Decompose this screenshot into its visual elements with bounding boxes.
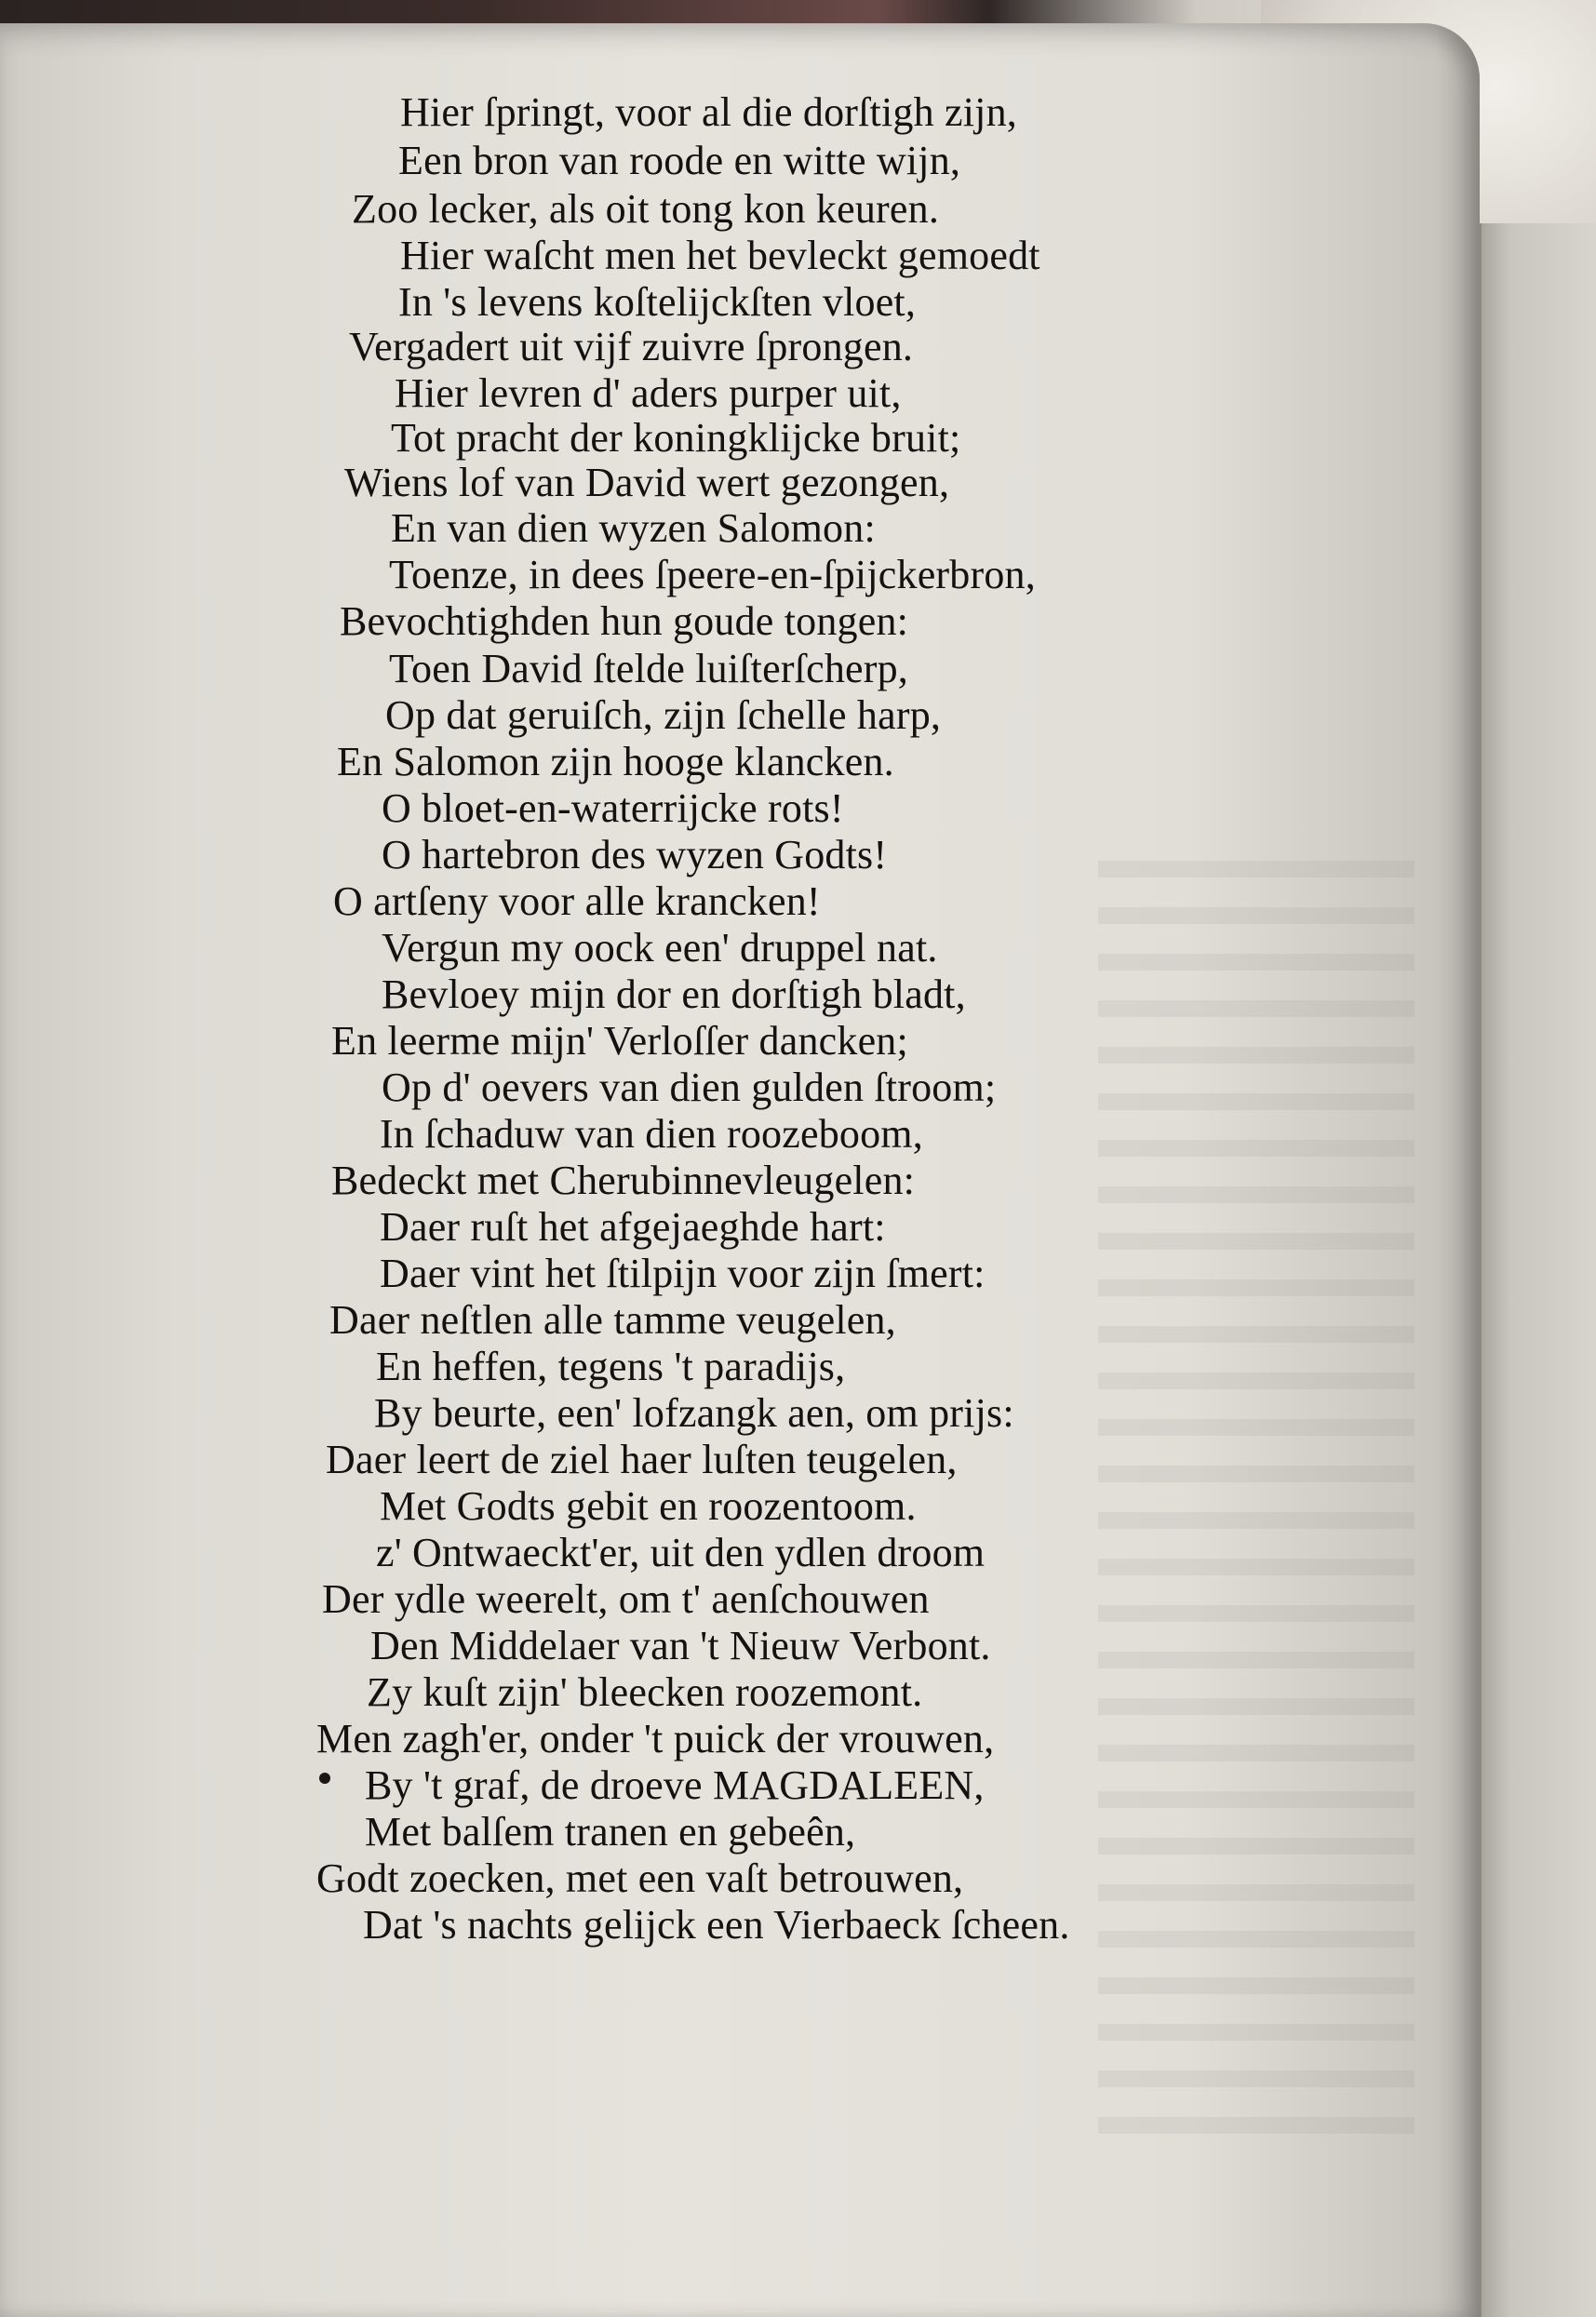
poem-line: In ſchaduw van dien roozeboom, (380, 1111, 923, 1157)
poem-line: By beurte, een' lofzangk aen, om prijs: (374, 1390, 1014, 1436)
poem-line: Bevochtighden hun goude tongen: (340, 598, 909, 644)
poem-line: En van dien wyzen Salomon: (391, 505, 876, 551)
poem-text (0, 23, 1480, 2317)
poem-line: Den Middelaer van 't Nieuw Verbont. (370, 1623, 991, 1668)
poem-line: Daer ruſt het afgejaeghde hart: (380, 1204, 886, 1250)
poem-line: Daer vint het ſtilpijn voor zijn ſmert: (380, 1251, 986, 1296)
poem-line: Vergun my oock een' druppel nat. (382, 925, 938, 971)
poem-line: Hier ſpringt, voor al die dorſtigh zijn, (400, 89, 1017, 135)
poem-line: Hier levren d' aders purper uit, (395, 370, 902, 416)
poem-line: Bevloey mijn dor en dorſtigh bladt, (382, 971, 966, 1017)
poem-line: Hier waſcht men het bevleckt gemoedt (400, 233, 1040, 278)
poem-line: Toenze, in dees ſpeere-en-ſpijckerbron, (389, 552, 1036, 597)
poem-line: Een bron van roode en witte wijn, (398, 138, 961, 183)
poem-line: Daer leert de ziel haer luſten teugelen, (326, 1437, 958, 1482)
poem-line: Toen David ſtelde luiſterſcherp, (389, 646, 909, 691)
poem-line: Met balſem tranen en gebeên, (365, 1809, 856, 1855)
poem-line: Godt zoecken, met een vaſt betrouwen, (316, 1855, 964, 1901)
poem-line: Op d' oevers van dien gulden ſtroom; (382, 1065, 997, 1110)
poem-line: Der ydle weerelt, om t' aenſchouwen (322, 1576, 930, 1622)
next-page-edge (1480, 223, 1596, 2317)
poem-line: Bedeckt met Cherubinnevleugelen: (331, 1158, 916, 1203)
poem-line: En heffen, tegens 't paradijs, (376, 1344, 846, 1389)
poem-line: By 't graf, de droeve MAGDALEEN, (365, 1762, 985, 1808)
poem-line: Daer neſtlen alle tamme veugelen, (329, 1297, 896, 1343)
poem-line: Men zagh'er, onder 't puick der vrouwen, (316, 1716, 995, 1761)
poem-line: Tot pracht der koningklijcke bruit; (391, 415, 961, 461)
poem-line: En Salomon zijn hooge klancken. (337, 739, 894, 784)
poem-line: O artſeny voor alle krancken! (333, 878, 821, 924)
poem-line: In 's levens koſtelijckſten vloet, (398, 279, 917, 325)
poem-line: Zy kuſt zijn' bleecken roozemont. (367, 1669, 923, 1715)
book-page (0, 23, 1480, 2317)
poem-line: Met Godts gebit en roozentoom. (380, 1483, 917, 1529)
poem-line: Dat 's nachts gelijck een Vierbaeck ſcheen. (363, 1902, 1070, 1948)
poem-line: O hartebron des wyzen Godts! (382, 832, 888, 877)
poem-line: Vergadert uit vijf zuivre ſprongen. (349, 324, 914, 369)
poem-line: z' Ontwaeckt'er, uit den ydlen droom (376, 1530, 986, 1575)
poem-line: O bloet-en-waterrijcke rots! (382, 785, 844, 831)
poem-line: En leerme mijn' Verloſſer dancken; (331, 1018, 908, 1064)
poem-line: Zoo lecker, als oit tong kon keuren. (352, 186, 940, 232)
poem-line: Wiens lof van David wert gezongen, (344, 460, 950, 505)
poem-line: Op dat geruiſch, zijn ſchelle harp, (385, 692, 942, 738)
